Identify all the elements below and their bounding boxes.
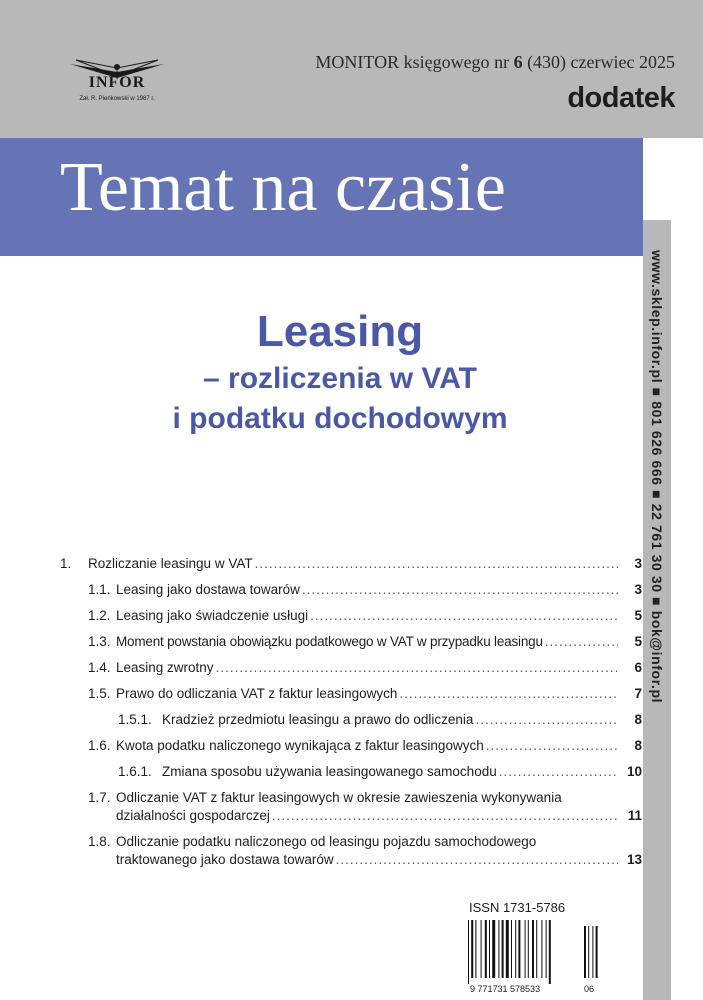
- toc-title: Odliczanie podatku naliczonego od leasingu pojazdu samochodowego: [116, 834, 537, 849]
- series-title-band: [0, 138, 643, 256]
- toc-leader: [272, 808, 618, 823]
- barcode-addon: 06: [584, 984, 595, 994]
- toc-number: 1.3.: [88, 634, 111, 649]
- barcode-digits: 9 771731 578533: [470, 984, 541, 994]
- toc-leader: [475, 712, 618, 727]
- toc-row[interactable]: [60, 834, 642, 870]
- toc-row[interactable]: [60, 764, 642, 782]
- headline-main: Leasing: [256, 307, 424, 356]
- toc-page: 6: [634, 660, 642, 675]
- toc-page: 10: [626, 764, 642, 779]
- toc-row[interactable]: [60, 608, 642, 626]
- toc-number: 1.6.1.: [118, 764, 152, 779]
- toc-page: 7: [634, 686, 642, 701]
- toc-row[interactable]: [60, 660, 642, 678]
- toc-page: 8: [634, 712, 642, 727]
- toc-title-continued: traktowanego jako dostawa towarów: [116, 852, 334, 867]
- toc-title-continued: działalności gospodarczej: [116, 808, 270, 823]
- toc-row[interactable]: [60, 738, 642, 756]
- toc-number: 1.7.: [88, 790, 111, 805]
- logo-wordmark: INFOR: [88, 74, 146, 91]
- toc-row[interactable]: [60, 686, 642, 704]
- toc-row[interactable]: [60, 712, 642, 730]
- headline: [40, 305, 640, 439]
- toc-number: 1.8.: [88, 834, 111, 849]
- toc-number: 1.5.1.: [118, 712, 152, 727]
- toc-title: Kradzież przedmiotu leasingu a prawo do odliczenia: [162, 712, 474, 727]
- toc-number: 1.1.: [88, 582, 111, 597]
- magazine-name: MONITOR księgowego: [315, 52, 490, 72]
- toc-leader: [255, 556, 618, 571]
- headline-line-3: i podatku dochodowym: [172, 402, 508, 435]
- toc-page: 13: [626, 852, 642, 867]
- toc-row[interactable]: [60, 790, 642, 826]
- issue-number: 6: [513, 52, 523, 72]
- toc-page: 8: [634, 738, 642, 753]
- toc-title: Leasing jako świadczenie usługi: [116, 608, 309, 623]
- toc-leader: [399, 686, 618, 701]
- toc-title: Leasing zwrotny: [116, 660, 214, 675]
- side-contact-text: www.sklep.infor.pl ■ 801 626 666 ■ 22 761 30 30 ■ bok@infor.pl: [649, 250, 665, 704]
- barcode: [466, 920, 604, 996]
- toc-title: Rozliczanie leasingu w VAT: [88, 556, 253, 571]
- toc-page: 11: [627, 808, 642, 823]
- toc-title: Odliczanie VAT z faktur leasingowych w okresie zawieszenia wykonywania: [116, 790, 562, 805]
- toc-title: Moment powstania obowiązku podatkowego w VAT w przypadku leasingu: [116, 634, 543, 649]
- headline-line-2: – rozliczenia w VAT: [203, 362, 477, 395]
- toc-page: 3: [634, 582, 642, 597]
- issue-line: [315, 52, 675, 73]
- issue-prefix: nr: [494, 52, 510, 72]
- toc-page: 5: [634, 634, 642, 649]
- logo-tagline: Zał. R. Pieńkowski w 1987 r.: [79, 96, 155, 102]
- issn-number: ISSN 1731-5786: [469, 900, 566, 915]
- publisher-logo: [62, 58, 172, 110]
- toc-leader: [336, 852, 618, 867]
- toc-row[interactable]: [60, 582, 642, 600]
- toc-page: 5: [634, 608, 642, 623]
- toc-leader: [302, 582, 618, 597]
- series-title: Temat na czasie: [60, 149, 506, 226]
- toc-row[interactable]: [60, 634, 642, 652]
- toc-page: 3: [634, 556, 642, 571]
- toc-title: Leasing jako dostawa towarów: [116, 582, 300, 597]
- toc-number: 1.4.: [88, 660, 111, 675]
- toc-row[interactable]: [60, 556, 642, 574]
- toc-title: Kwota podatku naliczonego wynikająca z faktur leasingowych: [116, 738, 484, 753]
- toc-number: 1.6.: [88, 738, 111, 753]
- toc-leader: [216, 660, 618, 675]
- issue-date: (430) czerwiec 2025: [527, 52, 675, 72]
- toc-leader: [545, 634, 618, 649]
- toc-title: Prawo do odliczania VAT z faktur leasingowych: [116, 686, 398, 701]
- toc-number: 1.2.: [88, 608, 111, 623]
- barcode-bars: [466, 920, 604, 984]
- toc-leader: [486, 738, 618, 753]
- toc-number: 1.: [60, 556, 72, 571]
- toc-number: 1.5.: [88, 686, 111, 701]
- toc-leader: [499, 764, 618, 779]
- toc-leader: [310, 608, 618, 623]
- supplement-label: dodatek: [567, 82, 675, 114]
- toc-title: Zmiana sposobu używania leasingowanego samochodu: [162, 764, 497, 779]
